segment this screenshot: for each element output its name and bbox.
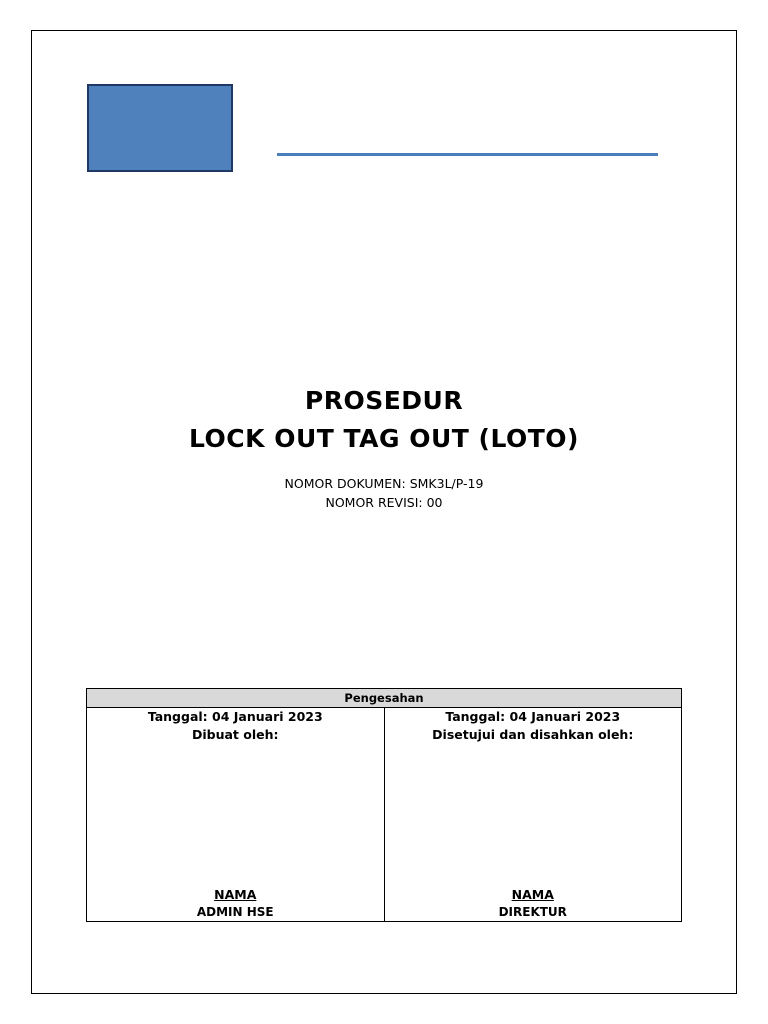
revision-number: NOMOR REVISI: 00 <box>325 495 443 510</box>
approver-role-label: Disetujui dan disahkan oleh: <box>432 727 634 742</box>
creator-name: NAMA <box>214 887 257 902</box>
header-divider-line <box>277 153 658 156</box>
creator-date: Tanggal: 04 Januari 2023 <box>147 709 323 724</box>
approver-title: DIREKTUR <box>498 905 567 919</box>
approval-table-body <box>87 708 681 921</box>
approval-table-header: Pengesahan <box>87 689 681 708</box>
approval-table <box>86 688 682 922</box>
approval-column-creator <box>87 708 385 921</box>
approver-date: Tanggal: 04 Januari 2023 <box>445 709 621 724</box>
approval-column-approver <box>385 708 682 921</box>
creator-role-label: Dibuat oleh: <box>191 727 279 742</box>
document-title-line-2: LOCK OUT TAG OUT (LOTO) <box>189 424 579 453</box>
creator-title: ADMIN HSE <box>196 905 274 919</box>
logo-placeholder <box>87 84 233 172</box>
approver-name: NAMA <box>511 887 554 902</box>
document-title-line-1: PROSEDUR <box>304 386 464 415</box>
document-number: NOMOR DOKUMEN: SMK3L/P-19 <box>284 476 484 491</box>
